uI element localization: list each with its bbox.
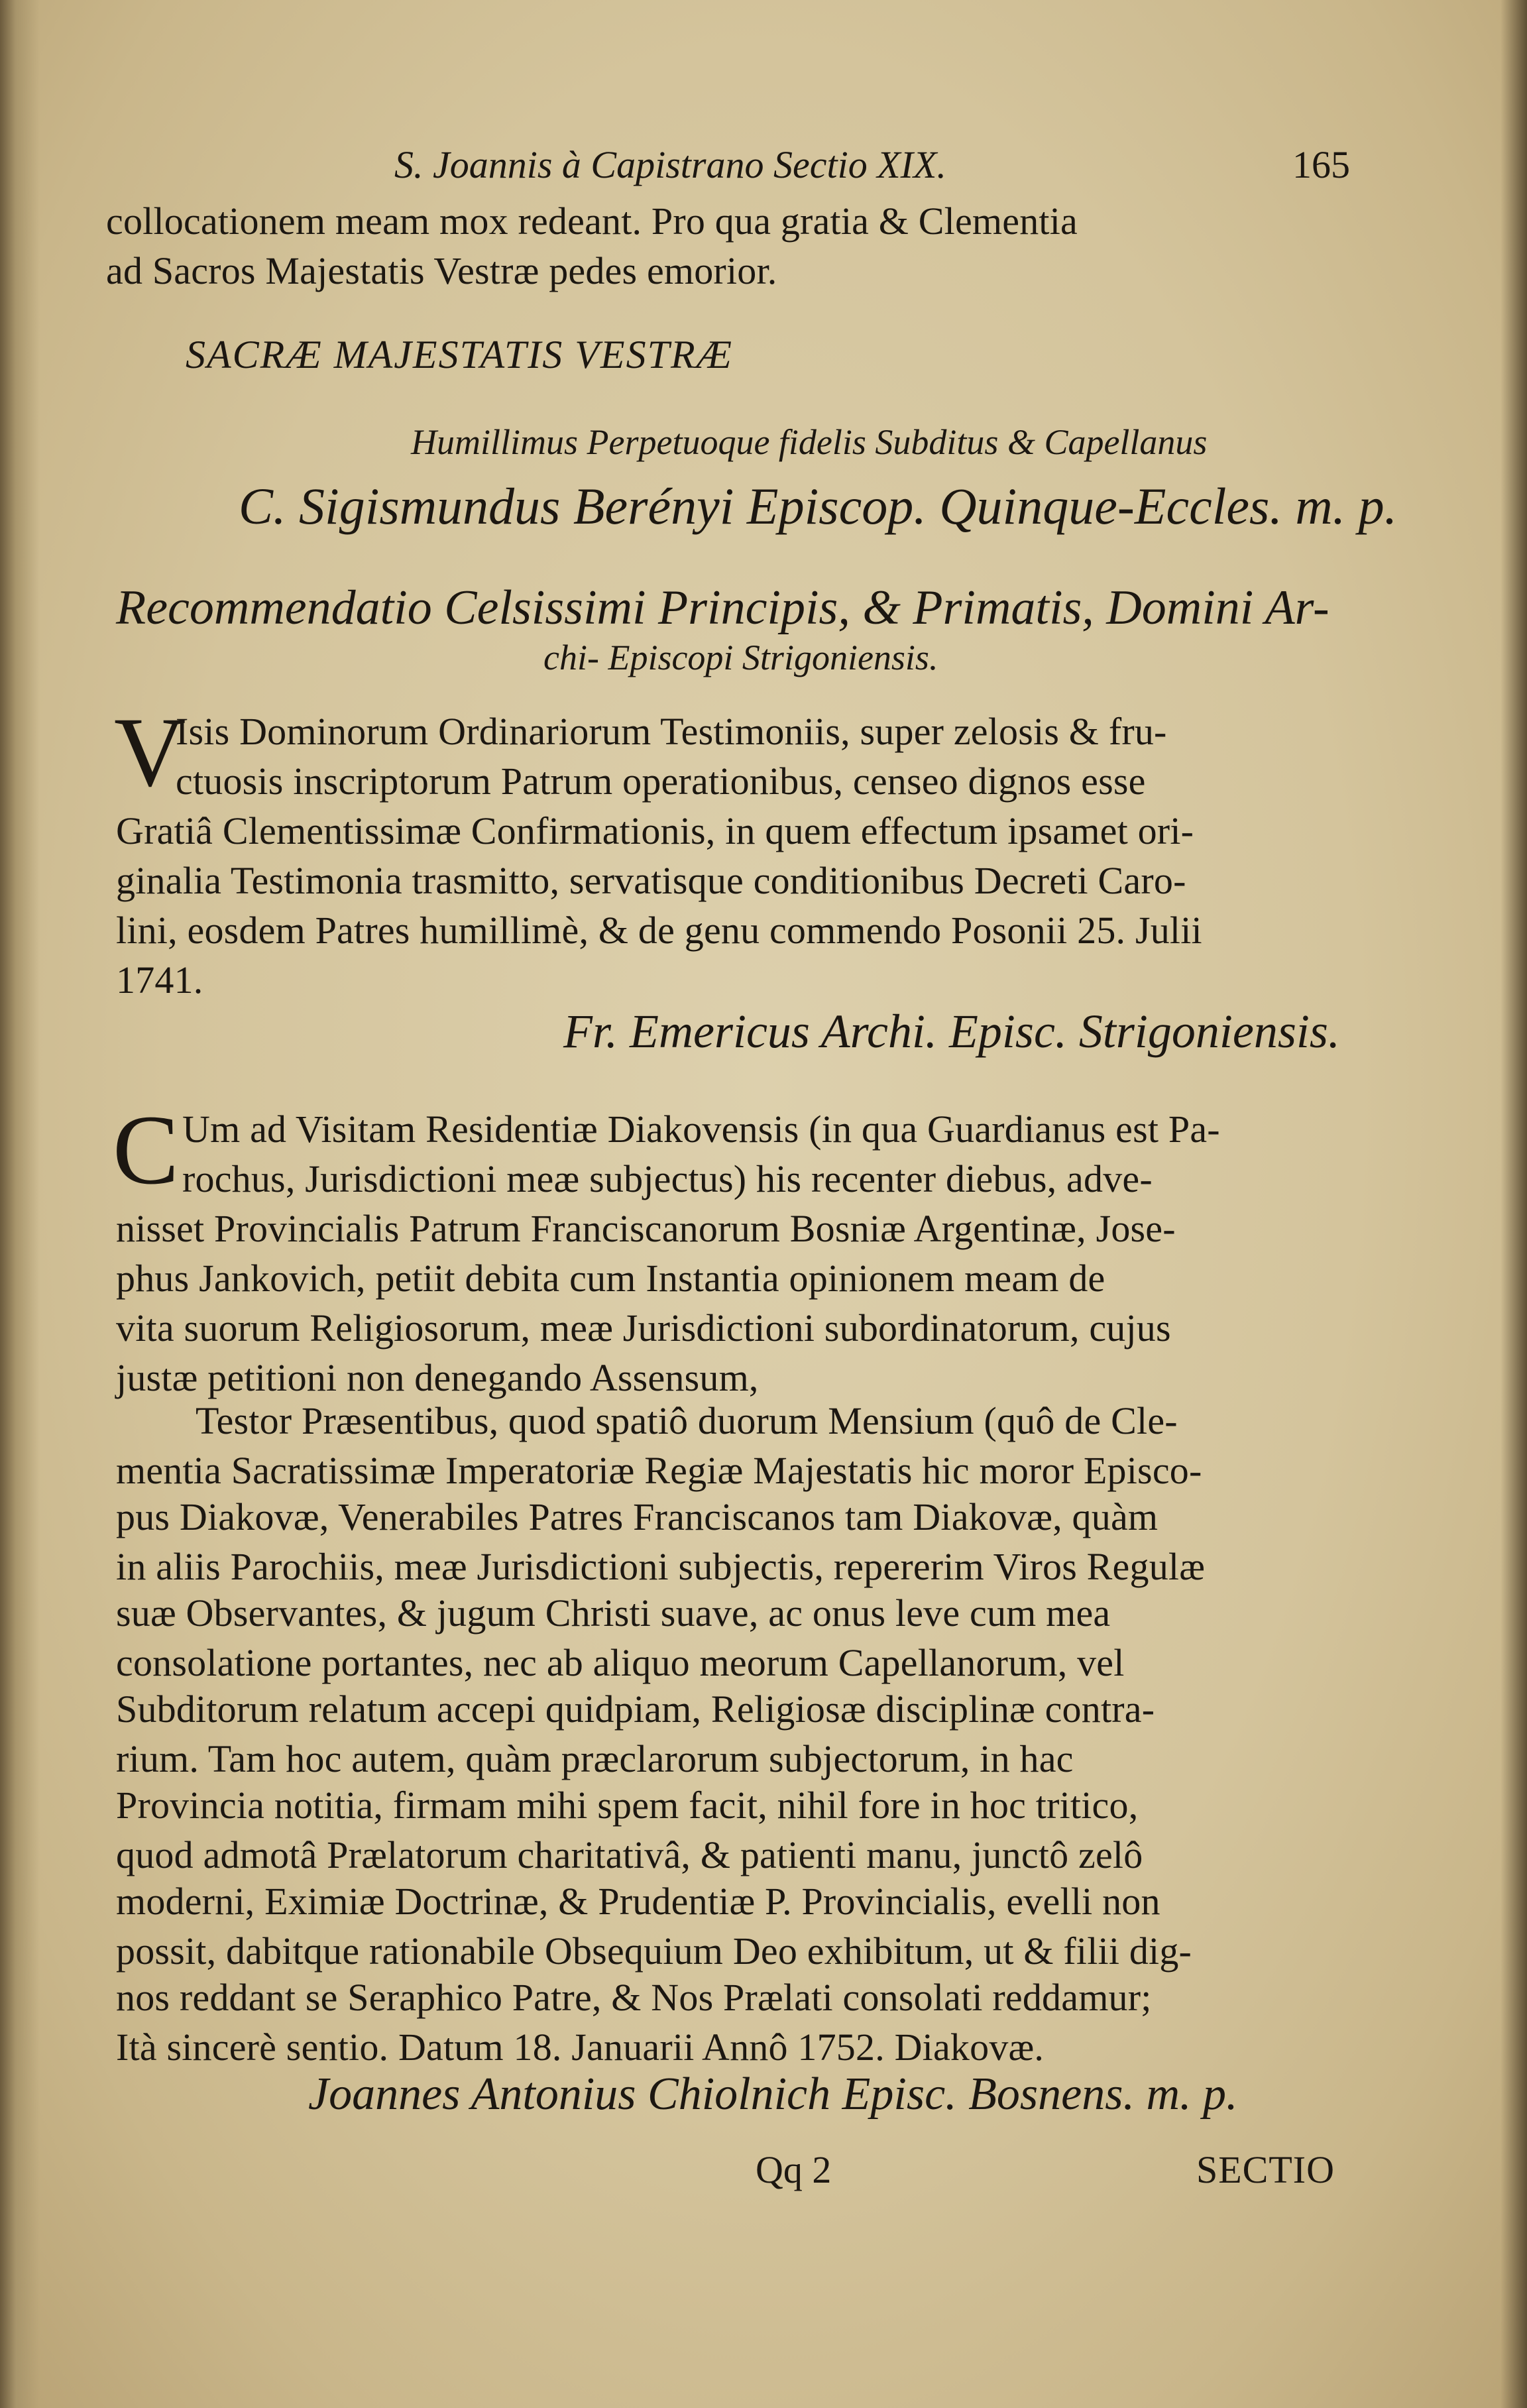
text-line: Ità sincerè sentio. Datum 18. Januarii Annô 1752. Diakovæ. xyxy=(116,2026,1045,2069)
text-line: nos reddant se Seraphico Patre, & Nos Prælati consolati reddamur; xyxy=(116,1976,1152,2019)
text-line: Provincia notitia, firmam mihi spem facit, nihil fore in hoc tritico, xyxy=(116,1784,1139,1827)
text-line: Isis Dominorum Ordinariorum Testimoniis, super zelosis & fru- xyxy=(176,710,1167,753)
text-line: rium. Tam hoc autem, quàm præclarorum subjectorum, in hac xyxy=(116,1737,1074,1780)
text-line: in aliis Parochiis, meæ Jurisdictioni subjectis, repererim Viros Regulæ xyxy=(116,1545,1206,1588)
text-line: collocationem meam mox redeant. Pro qua gratia & Clementia xyxy=(106,200,1078,243)
text-line: Subditorum relatum accepi quidpiam, Religiosæ disciplinæ contra- xyxy=(116,1688,1155,1731)
page-edge-shadow xyxy=(1500,0,1527,2408)
text-line: 1741. xyxy=(116,958,203,1002)
text-line: Gratiâ Clementissimæ Confirmationis, in quem effectum ipsamet ori- xyxy=(116,809,1194,852)
text-line: rochus, Jurisdictioni meæ subjectus) his recenter diebus, adve- xyxy=(182,1157,1153,1200)
text-line: pus Diakovæ, Venerabiles Patres Franciscanos tam Diakovæ, quàm xyxy=(116,1495,1159,1538)
text-line: ctuosis inscriptorum Patrum operationibus, censeo dignos esse xyxy=(176,760,1146,803)
text-line: consolatione portantes, nec ab aliquo meorum Capellanorum, vel xyxy=(116,1641,1125,1684)
text-line: possit, dabitque rationabile Obsequium Deo exhibitum, ut & filii dig- xyxy=(116,1929,1192,1973)
text-line: ginalia Testimonia trasmitto, servatisque conditionibus Decreti Caro- xyxy=(116,859,1186,902)
signature-berenyi: C. Sigismundus Berényi Episcop. Quinque-Eccles. m. p. xyxy=(239,477,1398,535)
drop-cap: V xyxy=(114,697,186,807)
text-line: moderni, Eximiæ Doctrinæ, & Prudentiæ P. Provincialis, evelli non xyxy=(116,1880,1160,1923)
text-line: quod admotâ Prælatorum charitativâ, & patienti manu, junctô zelô xyxy=(116,1833,1143,1876)
running-title: S. Joannis à Capistrano Sectio XIX. xyxy=(394,143,946,186)
text-line: suæ Observantes, & jugum Christi suave, ac onus leve cum mea xyxy=(116,1591,1111,1634)
signature-mark: Qq 2 xyxy=(756,2148,832,2191)
page-gutter-shadow xyxy=(0,0,40,2408)
subscription: Humillimus Perpetuoque fidelis Subditus & Capellanus xyxy=(411,422,1208,462)
salutation: SACRÆ MAJESTATIS VESTRÆ xyxy=(186,333,733,376)
signature-emericus: Fr. Emericus Archi. Episc. Strigoniensis. xyxy=(563,1005,1340,1058)
text-line: mentia Sacratissimæ Imperatoriæ Regiæ Majestatis hic moror Episco- xyxy=(116,1449,1202,1492)
text-line: lini, eosdem Patres humillimè, & de genu commendo Posonii 25. Julii xyxy=(116,909,1202,952)
text-line: vita suorum Religiosorum, meæ Jurisdictioni subordinatorum, cujus xyxy=(116,1306,1171,1349)
text-line: Um ad Visitam Residentiæ Diakovensis (in qua Guardianus est Pa- xyxy=(182,1108,1220,1151)
section-heading-continued: chi- Episcopi Strigoniensis. xyxy=(543,638,938,677)
drop-cap: C xyxy=(113,1095,180,1205)
text-line: nisset Provincialis Patrum Franciscanorum Bosniæ Argentinæ, Jose- xyxy=(116,1207,1176,1250)
text-line: phus Jankovich, petiit debita cum Instantia opinionem meam de xyxy=(116,1257,1105,1300)
signature-chiolnich: Joannes Antonius Chiolnich Episc. Bosnens. m. p. xyxy=(308,2069,1238,2120)
text-line: Testor Præsentibus, quod spatiô duorum Mensium (quô de Cle- xyxy=(196,1399,1178,1442)
catchword: SECTIO xyxy=(1196,2148,1335,2191)
text-line: ad Sacros Majestatis Vestræ pedes emorior. xyxy=(106,249,777,292)
section-heading: Recommendatio Celsissimi Principis, & Primatis, Domini Ar- xyxy=(116,581,1329,635)
text-line: justæ petitioni non denegando Assensum, xyxy=(116,1356,759,1399)
page-number: 165 xyxy=(1292,143,1350,186)
